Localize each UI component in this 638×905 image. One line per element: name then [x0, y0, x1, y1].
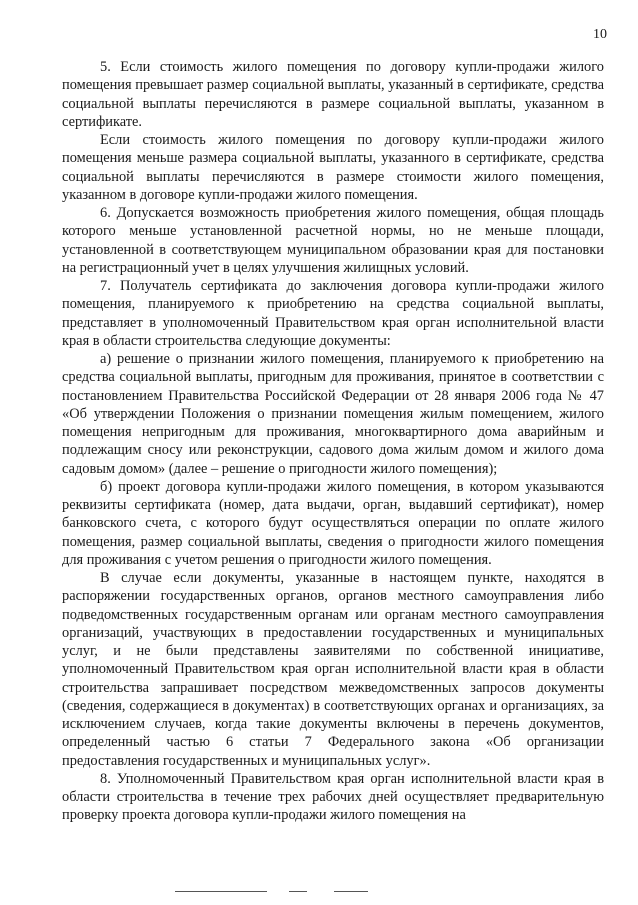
- footer-line: [175, 891, 267, 892]
- paragraph-5: 5. Если стоимость жилого помещения по договору купли-продажи жилого помещения превышает размер социальной выплаты, указанный в сертификате, средства социальной выплаты перечисляются в размере социальной выплаты, указанном в сертификате.: [62, 59, 604, 130]
- footer-line: [289, 891, 307, 892]
- paragraph-7-note: В случае если документы, указанные в настоящем пункте, находятся в распоряжении государственных органов, органов местного самоуправления либо подведомственных государственным органам или органам местного самоуправления организаций, участвующих в предоставлении государственных и муниципальных услуг, и не были представлены заявителями по собственной инициативе, уполномоченный Правительством края орган исполнительной власти края в области строительства запрашивает посредством межведомственных запросов документы (сведения, содержащиеся в документах) в соответствующих органах и организациях, за исключением случаев, когда такие документы включены в перечень документов, определенный частью 6 статьи 7 Федерального закона «Об организации предоставления государственных и муниципальных услуг».: [62, 570, 604, 769]
- paragraph-8: 8. Уполномоченный Правительством края орган исполнительной власти края в области строительства в течение трех рабочих дней осуществляет предварительную проверку проекта договора купли-продажи жилого помещения на: [62, 770, 604, 824]
- paragraph-7a: а) решение о признании жилого помещения, планируемого к приобретению на средства социальной выплаты, пригодным для проживания, принятое в соответствии с постановлением Правительства Российской Федерации от 28 января 2006 года № 47 «Об утверждении Положения о признании помещения жилым помещением, жилого помещения непригодным для проживания, многоквартирного дома аварийным и подлежащим сносу или реконструкции, садового дома жилым домом и жилого дома садовым домом» (далее – решение о пригодности жилого помещения);: [62, 351, 604, 477]
- document-body: [62, 58, 604, 825]
- page-number: 10: [593, 27, 607, 42]
- paragraph-7b: б) проект договора купли-продажи жилого помещения, в котором указываются реквизиты сертификата (номер, дата выдачи, орган, выдавший сертификат), номер банковского счета, с которого будут осуществляться операции по оплате жилого помещения, размер социальной выплаты, сведения о пригодности жилого помещения для проживания с учетом решения о пригодности жилого помещения.: [62, 478, 604, 568]
- paragraph-6: 6. Допускается возможность приобретения жилого помещения, общая площадь которого меньше установленной расчетной нормы, но не меньше площади, установленной в соответствующем муниципальном образовании края для постановки на регистрационный учет в целях улучшения жилищных условий.: [62, 205, 604, 276]
- paragraph-7: 7. Получатель сертификата до заключения договора купли-продажи жилого помещения, планируемого к приобретению на средства социальной выплаты, представляет в уполномоченный Правительством края орган исполнительной власти края в области строительства следующие документы:: [62, 278, 604, 349]
- paragraph-5-continued: Если стоимость жилого помещения по договору купли-продажи жилого помещения меньше размера социальной выплаты, указанного в сертификате, средства социальной выплаты перечисляются в размере стоимости жилого помещения, указанном в договоре купли-продажи жилого помещения.: [62, 132, 604, 203]
- footer-marks: [0, 889, 638, 895]
- footer-line: [334, 891, 368, 892]
